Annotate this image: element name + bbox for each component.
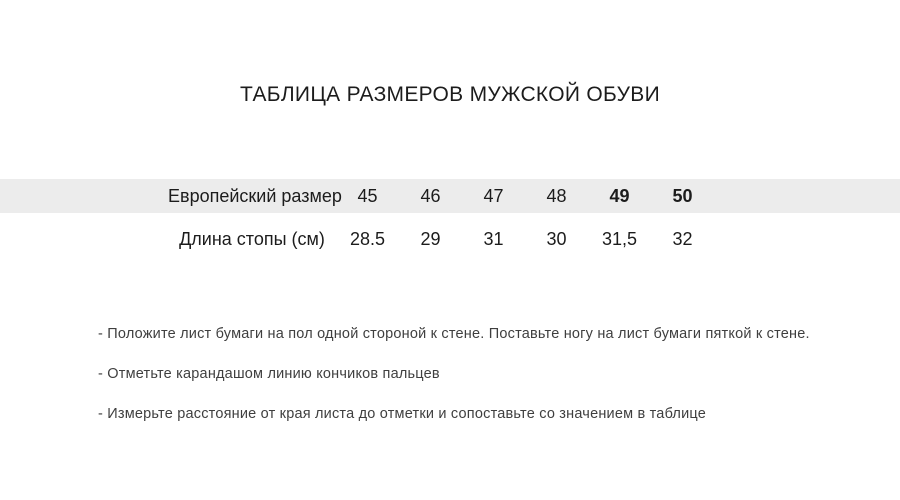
instruction-item: - Положите лист бумаги на пол одной стороной к стене. Поставьте ногу на лист бумаги пяткой к стене. xyxy=(98,326,810,342)
size-value: 48 xyxy=(546,186,567,206)
length-value: 29 xyxy=(420,229,441,249)
table-row-european-size xyxy=(168,179,714,213)
length-value: 31 xyxy=(483,229,504,249)
measurement-instructions xyxy=(98,326,810,446)
size-value: 46 xyxy=(420,186,441,206)
length-value: 28.5 xyxy=(349,229,386,249)
length-value: 30 xyxy=(546,229,567,249)
instruction-item: - Отметьте карандашом линию кончиков пальцев xyxy=(98,366,440,382)
size-value: 47 xyxy=(483,186,504,206)
size-value: 45 xyxy=(357,186,378,206)
row-label-foot-length: Длина стопы (см) xyxy=(179,229,325,249)
row-label-european-size: Европейский размер xyxy=(168,186,342,206)
length-value: 32 xyxy=(672,229,693,249)
table-row-foot-length xyxy=(168,221,714,257)
page-title: ТАБЛИЦА РАЗМЕРОВ МУЖСКОЙ ОБУВИ xyxy=(240,83,660,106)
size-value: 49 xyxy=(609,186,630,206)
length-value: 31,5 xyxy=(601,229,638,249)
size-value: 50 xyxy=(672,186,693,206)
instruction-item: - Измерьте расстояние от края листа до отметки и сопоставьте со значением в таблице xyxy=(98,406,706,422)
